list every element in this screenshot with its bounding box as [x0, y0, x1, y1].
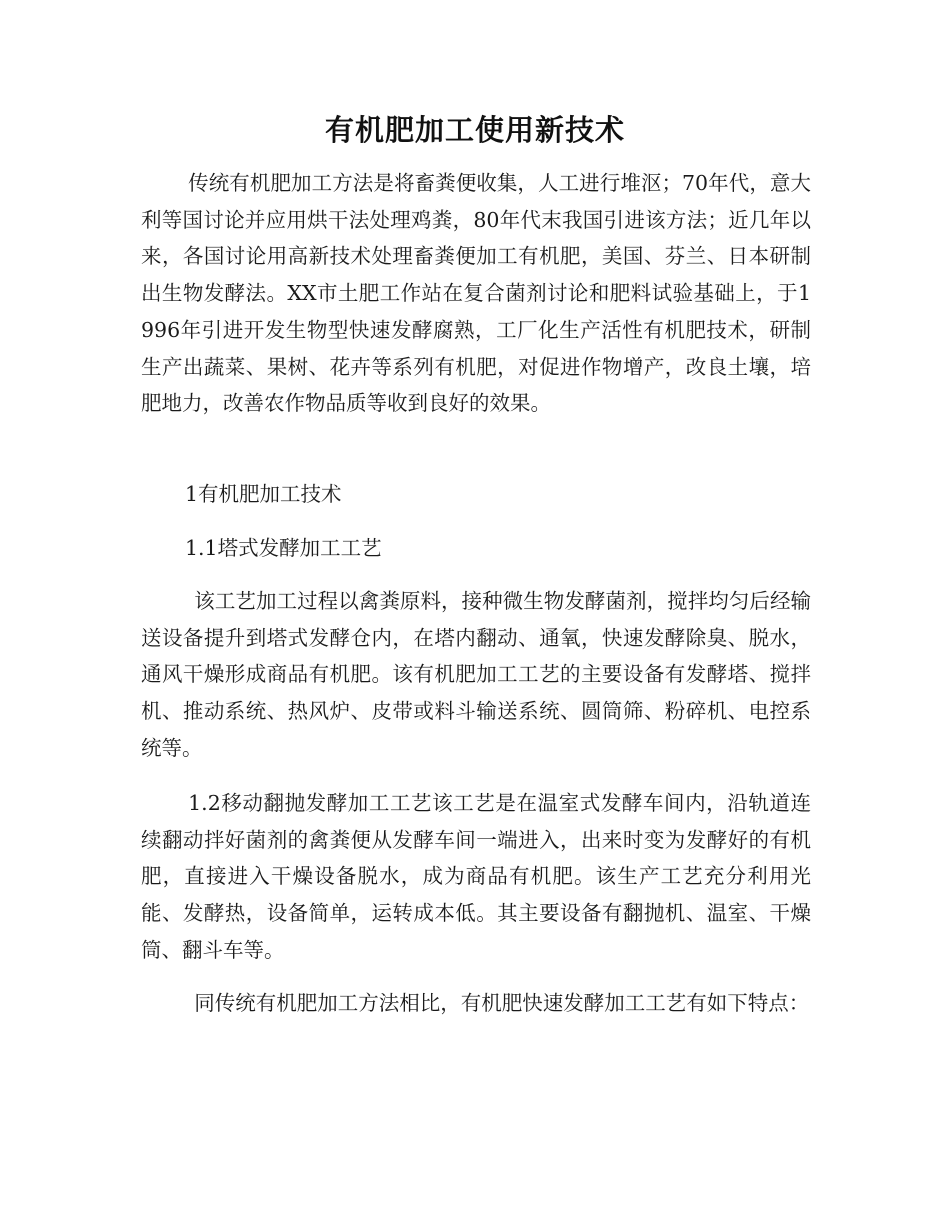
section-heading-1: 1有机肥加工技术 [185, 482, 342, 506]
comparison-paragraph: 同传统有机肥加工方法相比，有机肥快速发酵加工工艺有如下特点： [194, 991, 810, 1015]
tower-process-paragraph: 该工艺加工过程以禽粪原料，接种微生物发酵菌剂，搅拌均匀后经输送设备提升到塔式发酵仓内，在塔内翻动、通氧，快速发酵除臭、脱水，通风干燥形成商品有机肥。该有机肥加工工艺的主要设备有发酵塔、搅拌机、推动系统、热风炉、皮带或料斗输送系统、圆筒筛、粉碎机、电控系统等。 [141, 589, 811, 760]
intro-paragraph: 传统有机肥加工方法是将畜粪便收集，人工进行堆沤；70年代，意大利等国讨论并应用烘干法处理鸡粪，80年代末我国引进该方法；近几年以来，各国讨论用高新技术处理畜粪便加工有机肥，美国、芬兰、日本研制出生物发酵法。XX市土肥工作站在复合菌剂讨论和肥料试验基础上，于1996年引进开发生物型快速发酵腐熟，工厂化生产活性有机肥技术，研制生产出蔬菜、果树、花卉等系列有机肥，对促进作物增产，改良土壤，培肥地力，改善农作物品质等收到良好的效果。 [141, 171, 811, 416]
section-heading-1-1: 1.1塔式发酵加工工艺 [185, 536, 382, 560]
moving-process-paragraph: 1.2移动翻抛发酵加工工艺该工艺是在温室式发酵车间内，沿轨道连续翻动拌好菌剂的禽粪便从发酵车间一端进入，出来时变为发酵好的有机肥，直接进入干燥设备脱水，成为商品有机肥。该生产工艺充分利用光能、发酵热，设备简单，运转成本低。其主要设备有翻抛机、温室、干燥筒、翻斗车等。 [141, 791, 811, 962]
document-title: 有机肥加工使用新技术 [324, 113, 625, 147]
